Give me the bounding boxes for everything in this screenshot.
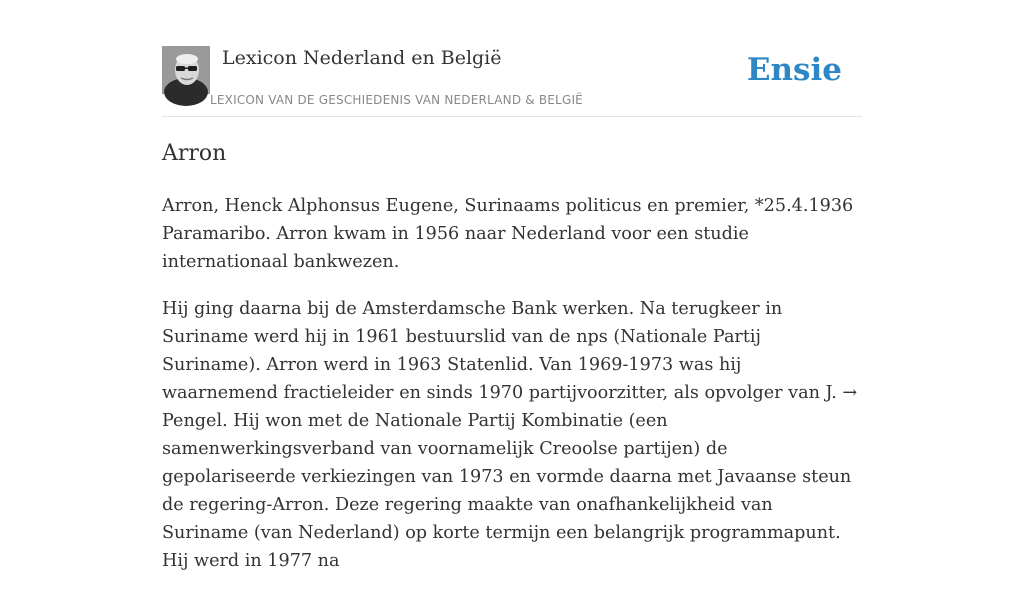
ensie-logo-link[interactable]: Ensie <box>746 52 842 88</box>
article-paragraph: Arron, Henck Alphonsus Eugene, Surinaams politicus en premier, *25.4.1936 Paramaribo. Arron kwam in 1956 naar Nederland voor een studie internationaal bankwezen. <box>162 196 854 272</box>
source-header <box>162 46 862 117</box>
article-title: Arron <box>162 141 227 166</box>
source-avatar[interactable] <box>162 46 210 94</box>
article-body <box>162 192 862 594</box>
source-name-link[interactable]: Lexicon Nederland en België <box>222 47 502 69</box>
avatar-portrait-icon <box>162 46 210 94</box>
source-subtitle: LEXICON VAN DE GESCHIEDENIS VAN NEDERLAND & BELGIË <box>210 93 583 107</box>
article-paragraph: Hij ging daarna bij de Amsterdamsche Bank werken. Na terugkeer in Suriname werd hij in 1961 bestuurslid van de nps (Nationale Partij Suriname). Arron werd in 1963 Statenlid. Van 1969-1973 was hij waarnemend fractieleider en sinds 1970 partijvoorzitter, als opvolger van J. → Pengel. Hij won met de Nationale Partij Kombinatie (een samenwerkingsverband van voornamelijk Creoolse partijen) de gepolariseerde verkiezingen van 1973 en vormde daarna met Javaanse steun de regering-Arron. Deze regering maakte van onafhankelijkheid van Suriname (van Nederland) op korte termijn een belangrijk programmapunt. Hij werd in 1977 na <box>162 299 858 571</box>
